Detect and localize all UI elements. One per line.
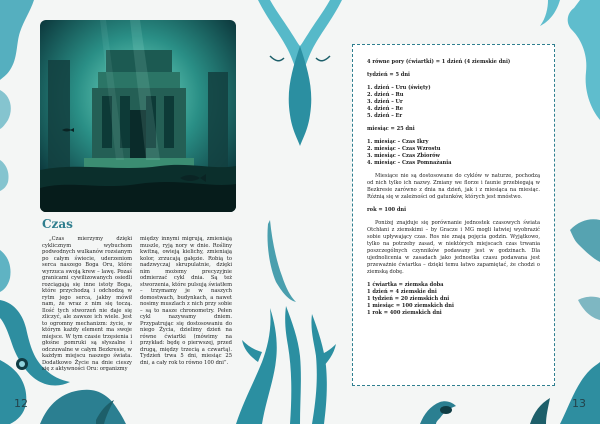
months-list [367, 139, 540, 167]
days-list [367, 85, 540, 120]
list-item: 3. dzień – Ur [367, 99, 403, 105]
list-item: 4. miesiąc – Czas Pomnażania [367, 160, 452, 166]
list-item: 5. dzień – Er [367, 113, 403, 119]
sunken-temple-illustration [40, 20, 236, 212]
list-item: 2. dzień – Ru [367, 92, 404, 98]
week-line: tydzień = 5 dni [367, 72, 410, 78]
quarters-line: 4 równe pory (ćwiartki) = 1 dzień (4 ziemskie dni) [367, 59, 511, 65]
year-line: rok = 100 dni [367, 207, 407, 213]
list-item: 1. miesiąc – Czas Ikry [367, 139, 429, 145]
paragraph: „Czas mierzymy dzięki cyklicznym wybuchom podwodnych wulkanów rozsianym po całym świecie, uderzeniom serca naszego Boga Oru, które wyrzuca swoją krew – lawę. Pozaś granicami cywilizowanych osiedli rozciągają się inne istoty Boga, które przychodzą i odchodzą w rytm jego serca, jakby mówił nam, że wraz z nim się toczą. Ilość tych stworzeń nie daje się zliczyć, ale zawsze ich wiele. Jest to ogromny mechanizm: życie, w którym każdy element ma swoje miejsce. W tym czasie trzęsienia i głośne pomruki są słyszalne i odczuwalne w całym Bezkresie, w każdym miejscu naszego świata. Dodatkowo Życie na dnie cieszy się z aktywności Oru: organizmy [42, 236, 132, 372]
comparison-paragraph: Poniżej znajduje się porównanie jednostek czasowych świata Otchłani z ziemskimi – by Gracze i MG mogli łatwiej wyobrazić sobie upływający czas. Ros nie znają pojęcia godzin. Wyjątkowo, tylko na potrzeby zasad, w niektórych miejscach czas trwania poszczególnych czynników podawany jest w godzinach. Dla ujednolicenia w zasadach jako jednostka czasu podawana jest przeważnie ćwiartka – dzięki temu łatwo zapamiętać, że chodzi o ziemską dobę. [367, 220, 540, 275]
calendar-box [352, 44, 555, 386]
list-item: 1 miesiąc = 100 ziemskich dni [367, 303, 454, 309]
months-paragraph: Miesiące nie są dostosowane do cyklów w naturze, pochodzą od nich tylko ich nazwy. Zmiany we florze i faunie przebiegają w Bezkresie zarówno z dnia na dzień, jak i z miesiąca na miesiąc. Różnią się w zależności od gatunków, których jest mnóstwo. [367, 173, 540, 200]
list-item: 1 dzień = 4 ziemskie dni [367, 289, 437, 295]
list-item: 2. miesiąc – Czas Wzrostu [367, 146, 441, 152]
list-item: 3. miesiąc – Czas Zbiorów [367, 153, 440, 159]
page-number-right: 13 [572, 397, 586, 410]
conversions-list [367, 282, 540, 317]
list-item: 1 tydzień = 20 ziemskich dni [367, 296, 450, 302]
section-heading: Czas [42, 217, 73, 231]
list-item: 1 ćwiartka = ziemska doba [367, 282, 444, 288]
text-column-left [42, 236, 132, 373]
list-item: 4. dzień – Re [367, 106, 403, 112]
page-number-left: 12 [14, 397, 28, 410]
text-column-right [140, 236, 232, 366]
paragraph: między innymi migrują, zmieniają muszle, ryją nory w dnie. Rośliny kwitną, owieją kielichy, zmieniają kolor, zrzucają gałęzie. Robią to nadzwyczaj skrupulatnie, dzięki nim możemy precyzyjnie odmierzać cykl dnia. Są też stworzenia, które pulsują światłem – trzymamy je w naszych domostwach, budynkach, a nawet nosimy muszlach z nich przy sobie – są to nasze chronometry. Pełen cykl nazywamy dniem. Przypatrując się dostosowaniu do niego Życia, dzielimy dzień na równe ćwiartki (mówimy na przykład: będę o pierwszej, przed drugą, między trzecią a czwartą). Tydzień trwa 5 dni, miesiąc 25 dni, a cały rok to równo 100 dni”. [140, 236, 232, 366]
list-item: 1 rok = 400 ziemskich dni [367, 310, 442, 316]
month-line: miesiąc = 25 dni [367, 126, 415, 132]
list-item: 1. dzień – Uru (święty) [367, 85, 431, 91]
